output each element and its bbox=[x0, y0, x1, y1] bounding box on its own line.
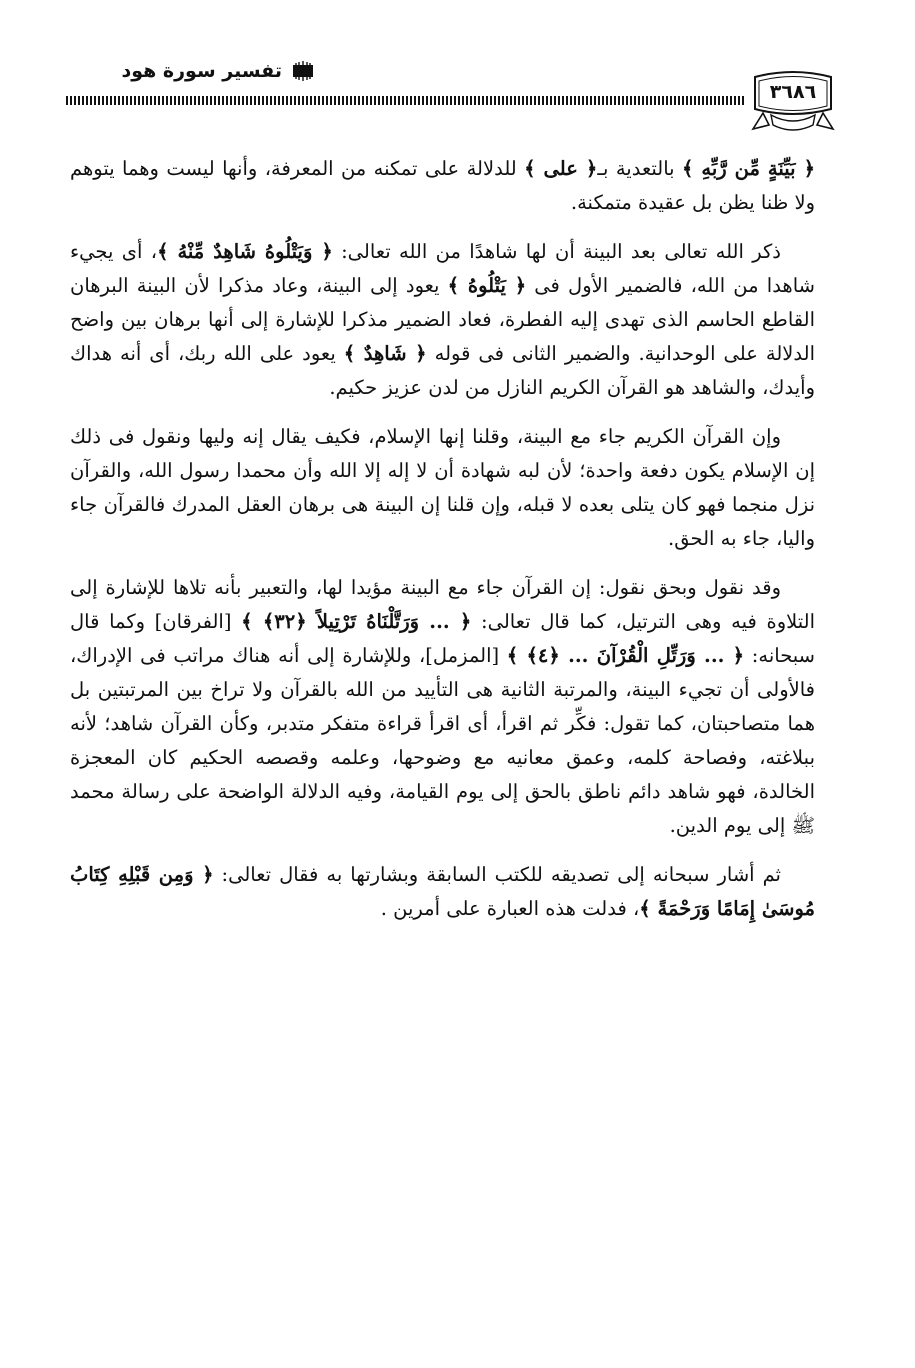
text-run: [الفرقان] وكما قال سبحانه: bbox=[70, 610, 816, 667]
text-run: ، أى يجيء شاهدا من الله، فالضمير الأول فى bbox=[70, 240, 815, 297]
text-run: [المزمل]، وللإشارة إلى أنه هناك مراتب فى الإدراك، فالأولى أن تجيء البينة، والمرتبة الثانية هى التأييد من الله بالقرآن ولا تراخ بين المرتبتين بل هما متصاحبتان، كما تقول: فكِّر ثم اقرأ، أى اقرأ قراءة متفكر متدبر، وكأن القرآن شاهد؛ لأنه ببلاغته، وفصاحة كلمه، وعمق معانيه مع وضوحها، وعلمه وقصصه الحكيم كان المعجزة الخالدة، فهو شاهد دائم ناطق بالحق إلى يوم القيامة، وفيه الدلالة الواضحة على رسالة محمد ﷺ إلى يوم الدين. bbox=[70, 644, 815, 837]
quran-quote: ﴿ على ﴾ bbox=[524, 157, 598, 180]
page-number: ٣٦٨٦ bbox=[769, 81, 817, 103]
text-run: يعود إلى البينة، وعاد مذكرا لأن البينة البرهان القاطع الحاسم الذى تهدى إليه الفطرة، فعاد الضمير مذكرا للإشارة إلى أنها برهان بين واضح الدلالة على الوحدانية. والضمير الثانى فى قوله bbox=[70, 274, 815, 365]
text-run: ذكر الله تعالى بعد البينة أن لها شاهدًا من الله تعالى: bbox=[332, 240, 781, 263]
running-header bbox=[66, 52, 826, 132]
quran-quote: ﴿ شَاهِدٌ ﴾ bbox=[343, 342, 427, 365]
paragraph bbox=[70, 420, 815, 556]
quran-quote: ﴿ وَيَتْلُوهُ شَاهِدٌ مِّنْهُ ﴾ bbox=[157, 240, 333, 263]
text-run: بالتعدية بـ bbox=[597, 157, 682, 180]
paragraph bbox=[70, 858, 815, 926]
header-dotted-rule bbox=[66, 96, 744, 105]
quran-quote: ﴿ يَتْلُوهُ ﴾ bbox=[447, 274, 527, 297]
quran-quote: ﴿ ... وَرَتَّلْنَاهُ تَرْتِيلاً ﴿٣٢﴾ ﴾ bbox=[241, 610, 472, 633]
body-text bbox=[70, 152, 815, 941]
text-run: ، فدلت هذه العبارة على أمرين . bbox=[380, 897, 640, 920]
paragraph bbox=[70, 571, 815, 843]
header-title: تفسير سورة هود bbox=[121, 60, 282, 82]
paragraph bbox=[70, 235, 815, 405]
text-run: ثم أشار سبحانه إلى تصديقه للكتب السابقة وبشارتها به فقال تعالى: bbox=[213, 863, 781, 886]
quran-quote: ﴿ ... وَرَتِّلِ الْقُرْآنَ ... ﴿٤﴾ ﴾ bbox=[506, 644, 745, 667]
page-number-badge bbox=[749, 69, 837, 143]
header-title-group bbox=[121, 60, 314, 82]
text-run: وإن القرآن الكريم جاء مع البينة، وقلنا إنها الإسلام، فكيف يقال إنه وليها ونقول فى ذلك إن الإسلام يكون دفعة واحدة؛ لأن لبه شهادة أن لا إله إلا الله وأن محمدا رسول الله، والقرآن نزل منجما فهو كان يتلى بعده لا قبله، وإن قلنا إن البينة هى برهان العقل المدرك فالقرآن جاء واليا، جاء به الحق. bbox=[70, 425, 815, 550]
ornament-icon bbox=[292, 61, 314, 81]
paragraph bbox=[70, 152, 815, 220]
quran-quote: ﴿ وَمِن قَبْلِهِ كِتَابُ مُوسَىٰ إِمَامًا وَرَحْمَةً ﴾ bbox=[70, 863, 815, 920]
quran-quote: ﴿ بَيِّنَةٍ مِّن رَّبِّهِ ﴾ bbox=[681, 157, 815, 180]
text-run: وقد نقول وبحق نقول: إن القرآن جاء مع البينة مؤيدا لها، والتعبير بأنه تلاها للإشارة إلى التلاوة فيه وهى الترتيل، كما قال تعالى: bbox=[70, 576, 815, 633]
text-run: للدلالة على تمكنه من المعرفة، وأنها ليست وهما يتوهم ولا ظنا يظن بل عقيدة متمكنة. bbox=[70, 157, 815, 214]
text-run: يعود على الله ربك، أى أنه هداك وأيدك، والشاهد هو القرآن الكريم النازل من لدن عزيز حكيم. bbox=[70, 342, 815, 399]
